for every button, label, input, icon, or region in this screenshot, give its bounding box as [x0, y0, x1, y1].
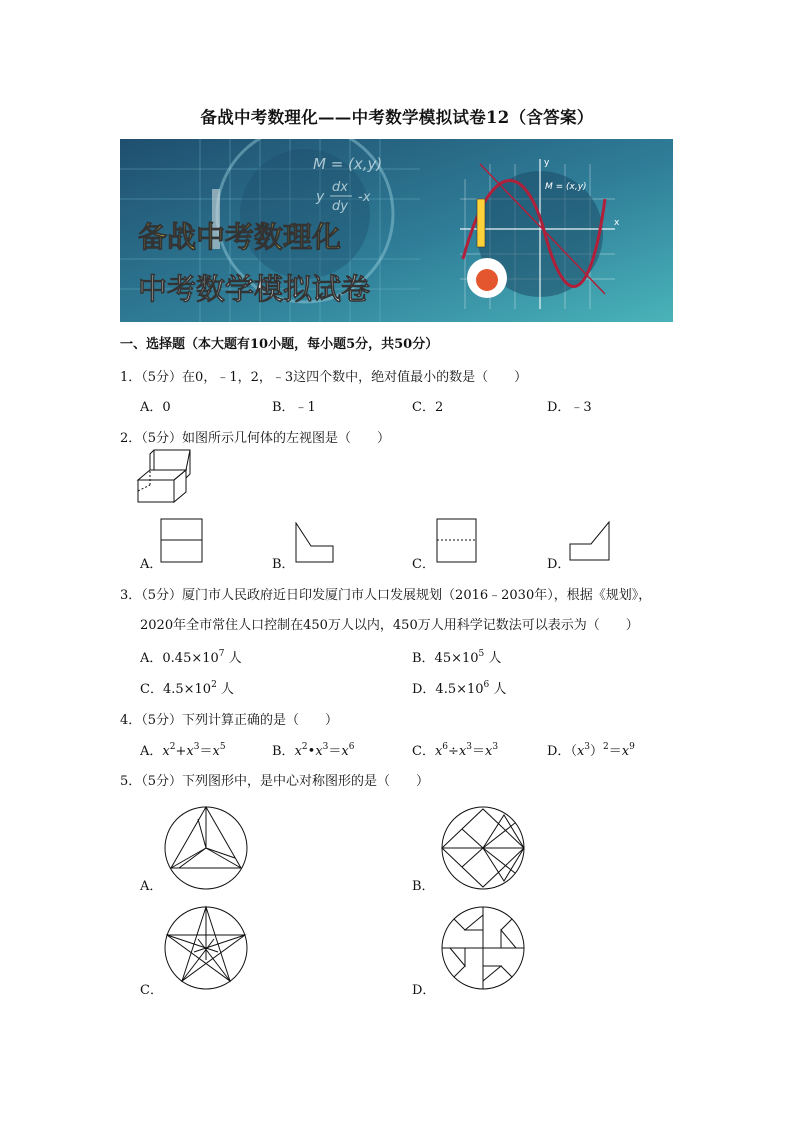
- q2-option-d: D．: [547, 557, 571, 572]
- banner-formula-m: M = (x,y): [313, 155, 383, 173]
- q4-option-c: C．$x^6\div x^3=x^3$: [412, 742, 499, 759]
- question-1-stem: 1．（5分）在0，﹣1，2，﹣3这四个数中，绝对值最小的数是（ ）: [120, 370, 528, 385]
- banner-formula-dx: dx: [332, 180, 348, 195]
- q1-option-a: A．0: [140, 400, 171, 415]
- q2-option-a-figure: [160, 518, 204, 564]
- question-5-stem: 5．（5分）下列图形中，是中心对称图形的是（ ）: [120, 774, 430, 789]
- question-4-stem: 4．（5分）下列计算正确的是（ ）: [120, 713, 339, 728]
- q2-option-c: C．: [412, 557, 435, 572]
- banner-axis-y: y: [544, 158, 550, 168]
- q2-option-c-figure: [436, 518, 478, 564]
- question-3-stem-line1: 3．（5分）厦门市人民政府近日印发厦门市人口发展规划（2016﹣2030年），根据《规划》，: [120, 588, 652, 603]
- q5-option-d-figure: [440, 905, 526, 991]
- q5-option-c-figure: [163, 905, 249, 991]
- q1-option-b: B．﹣1: [272, 400, 316, 415]
- q4-option-a: A．$x^2+x^3=x^5$: [140, 742, 226, 759]
- q5-option-c: C．: [140, 983, 163, 998]
- q1-option-d: D．﹣3: [547, 400, 592, 415]
- page-title: 备战中考数理化——中考数学模拟试卷12（含答案）: [200, 108, 594, 127]
- banner-line1: 备战中考数理化: [138, 220, 342, 254]
- banner-formula-dy: dy: [332, 199, 348, 214]
- q1-option-c: C．2: [412, 400, 444, 415]
- q2-option-b: B．: [272, 557, 295, 572]
- q5-option-a-figure: [163, 805, 249, 891]
- q2-solid-figure: [134, 448, 194, 506]
- q4-option-b: B．$x^2•x^3=x^6$: [272, 742, 355, 759]
- q4-option-d: D．$(x^3)^2=x^9$: [547, 742, 635, 759]
- q5-option-a: A．: [140, 879, 163, 894]
- q2-option-a: A．: [140, 557, 163, 572]
- banner-formula-x: -x: [358, 190, 371, 205]
- q3-option-c: C．$4.5\times 10^2$ 人: [140, 680, 234, 697]
- q5-option-b: B．: [412, 879, 435, 894]
- q2-option-d-figure: [569, 520, 611, 562]
- q5-option-b-figure: [440, 805, 526, 891]
- q3-option-a: A．$0.45\times 10^7$ 人: [140, 649, 242, 666]
- q5-option-d: D．: [412, 983, 436, 998]
- svg-text:M = (x,y): M = (x,y): [545, 182, 587, 192]
- question-2-stem: 2．（5分）如图所示几何体的左视图是（ ）: [120, 431, 391, 446]
- section-heading: 一、选择题（本大题有10小题，每小题5分，共50分）: [120, 337, 439, 352]
- banner-image: [120, 139, 673, 322]
- q3-option-d: D．$4.5\times 10^6$ 人: [412, 680, 507, 697]
- banner-axis-x: x: [614, 218, 620, 228]
- banner-line2: 中考数学模拟试卷: [138, 272, 371, 306]
- q2-option-b-figure: [295, 522, 335, 564]
- q3-option-b: B．$45\times 10^5$ 人: [412, 649, 502, 666]
- question-3-stem-line2: 2020年全市常住人口控制在450万人以内，450万人用科学记数法可以表示为（ ）: [140, 618, 639, 633]
- banner-formula-y: y: [316, 189, 325, 205]
